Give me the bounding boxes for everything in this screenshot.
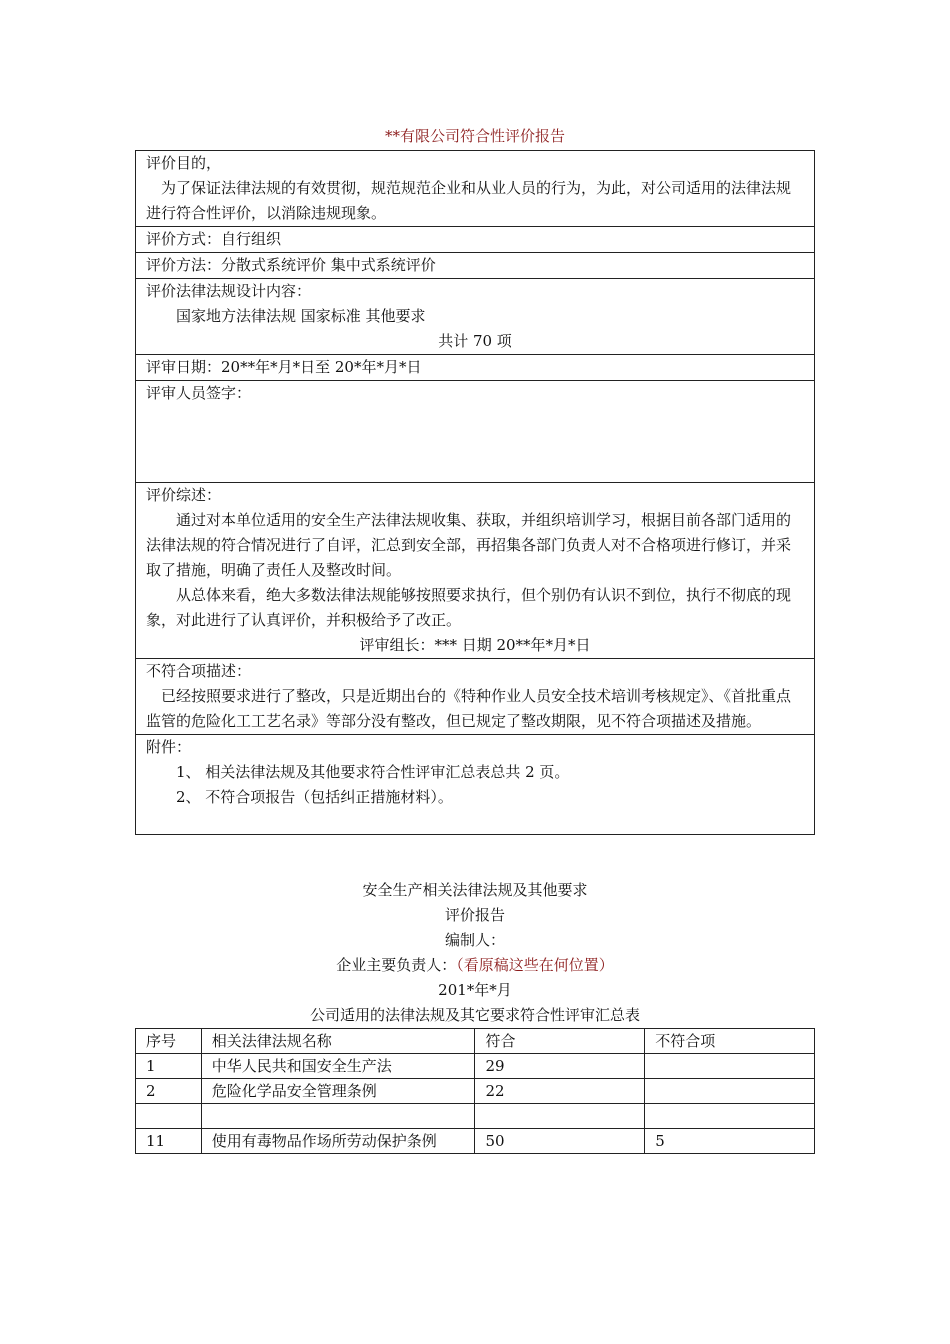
table-cell: [475, 1104, 645, 1129]
cover-author: 编制人：: [444, 931, 505, 949]
page-title: **有限公司符合性评价报告: [384, 127, 565, 145]
method-section: [136, 252, 814, 278]
summary-signature: 评审组长：*** 日期 20**年*月*日: [359, 636, 591, 654]
purpose-label: 评价目的，: [146, 154, 222, 172]
table-row: [136, 1129, 815, 1154]
nonconformity-label: 不符合项描述：: [146, 662, 252, 680]
table-cell: [645, 1104, 815, 1129]
review-date-section: [136, 354, 814, 380]
table-cell: 1: [136, 1054, 202, 1079]
content-section: [136, 278, 814, 354]
summary-paragraph-1: 通过对本单位适用的安全生产法律法规收集、获取，并组织培训学习，根据目前各部门适用的法律法规的符合情况进行了自评，汇总到安全部，再招集各部门负责人对不合格项进行修订，并采取了措施，明确了责任人及整改时间。: [146, 511, 792, 579]
review-date-text: 评审日期：20**年*月*日至 20*年*月*日: [146, 358, 422, 376]
purpose-text: 为了保证法律法规的有效贯彻，规范规范企业和从业人员的行为，为此，对公司适用的法律法规进行符合性评价，以消除违规现象。: [146, 179, 792, 222]
attachments-label: 附件：: [146, 738, 192, 756]
method-way-text: 评价方式：自行组织: [146, 230, 282, 248]
header-cell-compliant: 符合: [475, 1029, 645, 1054]
table-cell: 中华人民共和国安全生产法: [201, 1054, 475, 1079]
table-cell: 22: [475, 1079, 645, 1104]
attachments-section: [136, 734, 814, 834]
cover-block: [0, 878, 950, 1028]
nonconformity-section: [136, 658, 814, 734]
table-row: [136, 1104, 815, 1129]
table-cell: 危险化学品安全管理条例: [201, 1079, 475, 1104]
nonconformity-text: 已经按照要求进行了整改，只是近期出台的《特种作业人员安全技术培训考核规定》、《首批重点监管的危险化工工艺名录》等部分没有整改，但已规定了整改期限，见不符合项描述及措施。: [146, 687, 792, 730]
signers-label: 评审人员签字：: [146, 384, 252, 402]
cover-title: 安全生产相关法律法规及其他要求: [362, 881, 588, 899]
summary-paragraph-2: 从总体来看，绝大多数法律法规能够按照要求执行，但个别仍有认识不到位，执行不彻底的现象，对此进行了认真评价，并积极给予了改正。: [146, 586, 792, 629]
content-total: 共计 70 项: [438, 332, 512, 350]
method-way-section: [136, 226, 814, 252]
method-text: 评价方法：分散式系统评价 集中式系统评价: [146, 256, 436, 274]
signers-section: [136, 380, 814, 482]
table-cell: [645, 1079, 815, 1104]
table-row: [136, 1079, 815, 1104]
purpose-section: [136, 151, 814, 226]
cover-principal-note: （看原稿这些在何位置）: [456, 956, 614, 974]
table-cell: 29: [475, 1054, 645, 1079]
evaluation-report-form: [135, 150, 815, 835]
content-label: 评价法律法规设计内容：: [146, 282, 312, 300]
header-cell-index: 序号: [136, 1029, 202, 1054]
attachment-item-1: 1、 相关法律法规及其他要求符合性评审汇总表总共 2 页。: [176, 763, 570, 781]
summary-section: [136, 482, 814, 658]
table-cell: 5: [645, 1129, 815, 1154]
table-cell: 50: [475, 1129, 645, 1154]
cover-date: 201*年*月: [438, 981, 512, 999]
table-cell: 2: [136, 1079, 202, 1104]
cover-subtitle: 评价报告: [444, 906, 505, 924]
cover-principal: [0, 953, 950, 978]
content-items: 国家地方法律法规 国家标准 其他要求: [176, 307, 426, 325]
table-cell: 11: [136, 1129, 202, 1154]
summary-label: 评价综述：: [146, 486, 222, 504]
table-cell: 使用有毒物品作场所劳动保护条例: [201, 1129, 475, 1154]
cover-principal-label: 企业主要负责人：: [336, 956, 457, 974]
table-header-row: [136, 1029, 815, 1054]
table-cell: [645, 1054, 815, 1079]
compliance-summary-table: [135, 1028, 815, 1154]
attachment-item-2: 2、 不符合项报告（包括纠正措施材料）。: [176, 788, 453, 806]
table-cell: [136, 1104, 202, 1129]
header-cell-noncompliant: 不符合项: [645, 1029, 815, 1054]
summary-table-title: 公司适用的法律法规及其它要求符合性评审汇总表: [309, 1006, 640, 1024]
table-row: [136, 1054, 815, 1079]
table-cell: [201, 1104, 475, 1129]
header-cell-name: 相关法律法规名称: [201, 1029, 475, 1054]
